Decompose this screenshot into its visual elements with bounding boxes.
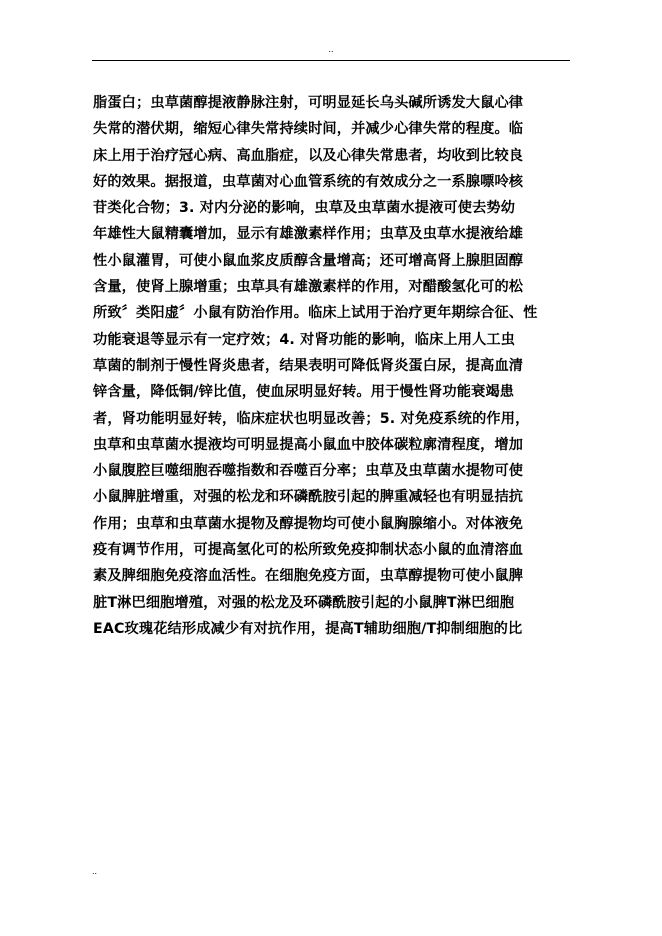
- text-line: 性小鼠灌胃，可使小鼠血浆皮质醇含量增高；还可增高肾上腺胆固醇: [93, 252, 524, 269]
- text-line: 作用；虫草和虫草菌水提物及醇提物均可使小鼠胸腺缩小。对体液免: [93, 515, 524, 532]
- text-line: 者，肾功能明显好转，临床症状也明显改善；5. 对免疫系统的作用，: [93, 410, 530, 427]
- text-line: 脏T淋巴细胞增殖，对强的松龙及环磷酰胺引起的小鼠脾T淋巴细胞: [93, 594, 515, 611]
- text-line: 锌含量，降低铜/锌比值，使血尿明显好转。用于慢性肾功能衰竭患: [93, 384, 515, 401]
- text-line: 失常的潜伏期，缩短心律失常持续时间，并减少心律失常的程度。临: [93, 121, 524, 138]
- text-line: 床上用于治疗冠心病、高血脂症，以及心律失常患者，均收到比较良: [93, 147, 524, 164]
- text-line: 年雄性大鼠精囊增加，显示有雄激素样作用；虫草及虫草水提液给雄: [93, 226, 524, 243]
- text-line: 虫草和虫草菌水提液均可明显提高小鼠血中胶体碳粒廓清程度，增加: [93, 436, 524, 453]
- footer-mark: ..: [92, 866, 98, 876]
- text-line: 苷类化合物；3. 对内分泌的影响，虫草及虫草菌水提液可使去势幼: [93, 200, 516, 217]
- text-line: 脂蛋白；虫草菌醇提液静脉注射，可明显延长乌头碱所诱发大鼠心律: [93, 95, 524, 111]
- text-line: EAC玫瑰花结形成减少有对抗作用，提高T辅助细胞/T抑制细胞的比: [93, 620, 523, 637]
- text-line: 疫有调节作用，可提高氢化可的松所致免疫抑制状态小鼠的血清溶血: [93, 542, 524, 559]
- text-line: 小鼠腹腔巨噬细胞吞噬指数和吞噬百分率；虫草及虫草菌水提物可使: [93, 463, 524, 480]
- body-text: [93, 90, 573, 642]
- text-line: 含量，使肾上腺增重；虫草具有雄激素样的作用，对醋酸氢化可的松: [93, 279, 524, 296]
- header-mark: ..: [328, 44, 334, 54]
- header-rule: [92, 60, 570, 61]
- text-line: 功能衰退等显示有一定疗效；4. 对肾功能的影响，临床上用人工虫: [93, 331, 516, 348]
- text-line: 草菌的制剂于慢性肾炎患者，结果表明可降低肾炎蛋白尿，提高血清: [93, 357, 524, 374]
- text-line: 素及脾细胞免疫溶血活性。在细胞免疫方面，虫草醇提物可使小鼠脾: [93, 568, 524, 585]
- text-line: 好的效果。据报道，虫草菌对心血管系统的有效成分之一系腺嘌呤核: [93, 173, 524, 190]
- text-line: 小鼠脾脏增重，对强的松龙和环磷酰胺引起的脾重减轻也有明显拮抗: [93, 489, 524, 506]
- text-line: 所致〞类阳虚〞小鼠有防治作用。临床上试用于治疗更年期综合征、性: [93, 305, 538, 322]
